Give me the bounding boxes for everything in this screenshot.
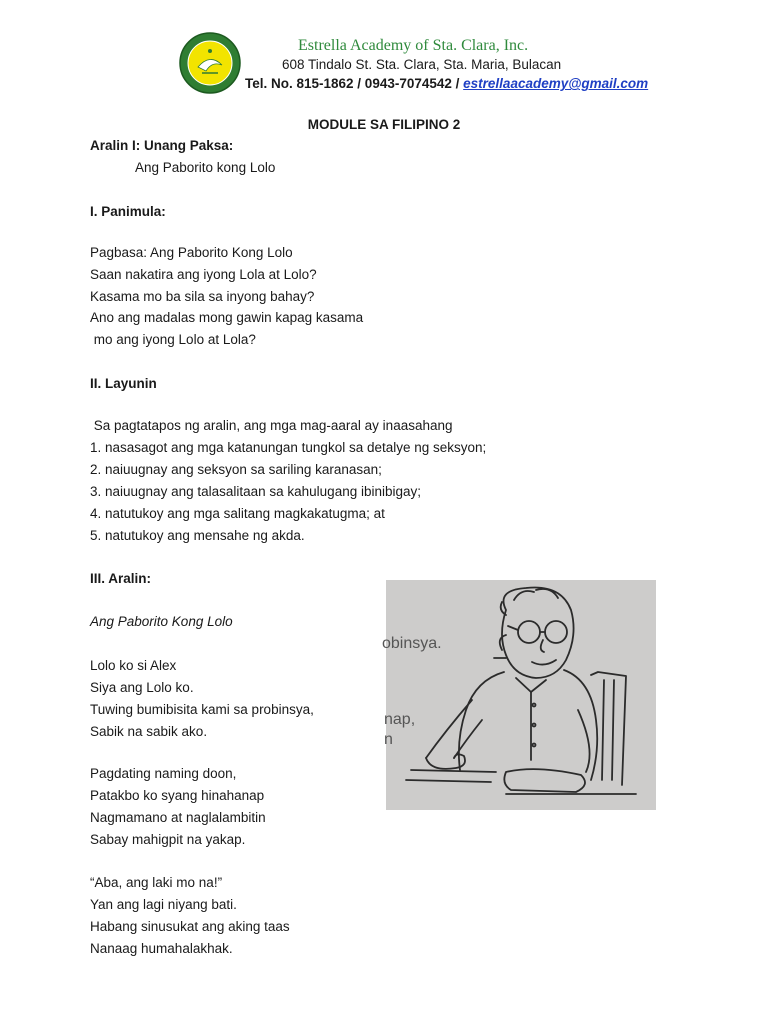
illustration-text-fragment: obinsya. [382,635,442,652]
school-logo-icon [178,31,242,95]
grandfather-illustration-icon [382,580,656,810]
panimula-line: Kasama mo ba sila sa inyong bahay? [90,289,315,304]
panimula-heading: I. Panimula: [90,204,166,219]
layunin-item: 1. nasasagot ang mga katanungan tungkol sa detalye ng seksyon; [90,440,487,455]
poem-line: Pagdating naming doon, [90,766,237,781]
panimula-line: Saan nakatira ang iyong Lola at Lolo? [90,267,317,282]
poem-line: Patakbo ko syang hinahanap [90,788,265,803]
school-contact [245,76,648,91]
poem-line: Nanaag humahalakhak. [90,941,233,956]
panimula-line: Pagbasa: Ang Paborito Kong Lolo [90,245,293,260]
poem-line: Habang sinusukat ang aking taas [90,919,290,934]
poem-line: Lolo ko si Alex [90,658,177,673]
aralin-heading: III. Aralin: [90,571,152,586]
poem-line: Tuwing bumibisita kami sa probinsya, [90,702,314,717]
layunin-item: 4. natutukoy ang mga salitang magkakatugma; at [90,506,385,521]
poem-line: Siya ang Lolo ko. [90,680,194,695]
panimula-line: Ano ang madalas mong gawin kapag kasama [90,310,364,325]
poem-line: Sabik na sabik ako. [90,724,208,739]
email-link[interactable]: estrellaacademy@gmail.com [463,76,649,91]
poem-title: Ang Paborito Kong Lolo [90,614,233,629]
contact-phone: Tel. No. 815-1862 / 0943-7074542 / [245,76,464,91]
poem-line: Nagmamano at naglalambitin [90,810,266,825]
grandfather-illustration [382,580,656,810]
layunin-intro: Sa pagtatapos ng aralin, ang mga mag-aaral ay inaasahang [90,418,453,433]
illustration-text-fragment: nap, [384,711,416,728]
layunin-item: 2. naiuugnay ang seksyon sa sariling karanasan; [90,462,382,477]
panimula-line: mo ang iyong Lolo at Lola? [90,332,256,347]
layunin-heading: II. Layunin [90,376,157,391]
lesson-heading: Aralin I: Unang Paksa: [90,138,234,153]
illustration-text-fragment: n [384,731,393,748]
lesson-subtitle: Ang Paborito kong Lolo [135,160,276,175]
layunin-item: 5. natutukoy ang mensahe ng akda. [90,528,305,543]
layunin-item: 3. naiuugnay ang talasalitaan sa kahulugang ibinibigay; [90,484,422,499]
school-name: Estrella Academy of Sta. Clara, Inc. [298,37,529,54]
school-address: 608 Tindalo St. Sta. Clara, Sta. Maria, Bulacan [282,57,562,72]
module-title: MODULE SA FILIPINO 2 [307,117,461,132]
poem-line: Yan ang lagi niyang bati. [90,897,237,912]
poem-line: “Aba, ang laki mo na!” [90,875,223,890]
poem-line: Sabay mahigpit na yakap. [90,832,246,847]
